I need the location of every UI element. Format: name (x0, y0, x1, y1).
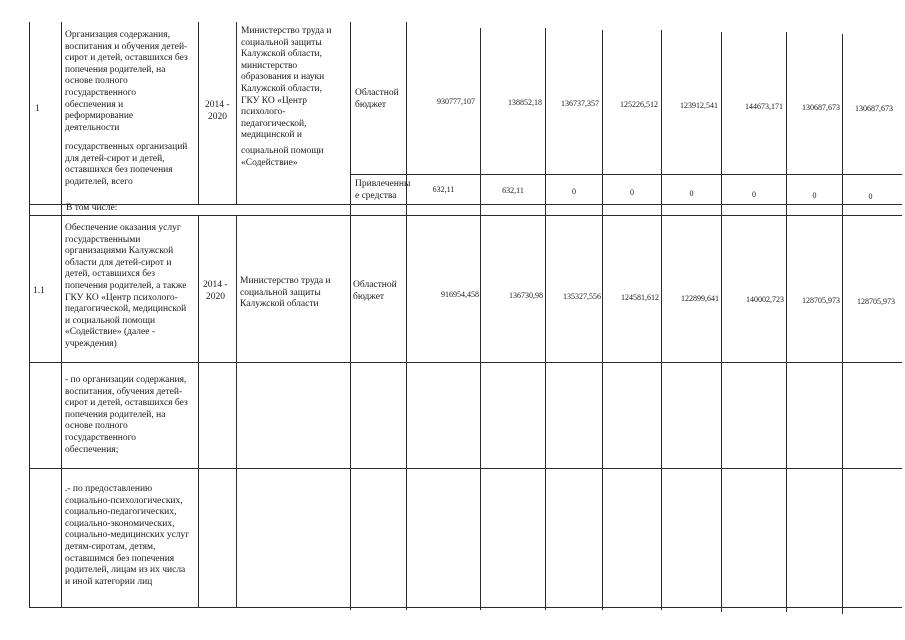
including-label: В том числе: (66, 203, 118, 213)
sub-line: сирот и детей, оставшихся без (65, 398, 188, 409)
grid-line-h (29, 362, 902, 363)
row-number: 1.1 (33, 286, 45, 296)
budget-value: 123912,541 (680, 101, 718, 110)
executor-line: ГКУ КО «Центр (241, 95, 308, 106)
funding-source: Областной (353, 280, 397, 290)
name-line: Обеспечение оказания услуг (65, 223, 181, 233)
grid-line-h (29, 204, 902, 205)
executor-line: образования и науки (241, 72, 325, 83)
funding-source: Привлеченны (355, 179, 411, 189)
budget-value: 136737,357 (561, 99, 599, 108)
grid-line-v (480, 28, 481, 610)
name-line: Организация содержания, (65, 30, 170, 40)
sub-line: социально-экономических, (65, 518, 175, 529)
sub-line: .- по предоставлению (65, 484, 153, 494)
sub-line: социально-психологических, (65, 495, 183, 506)
budget-value: 138852,18 (508, 98, 542, 107)
grid-line-v (661, 30, 662, 610)
sub-line: оставшимся без попечения (65, 553, 175, 564)
budget-value: 130687,673 (855, 104, 893, 113)
grid-line-v (198, 215, 199, 608)
funding-source: бюджет (355, 100, 387, 110)
name-line: обеспечения и (65, 99, 124, 110)
sub-line: и иной категории лиц (65, 576, 153, 587)
executor-line: «Содействие» (241, 157, 298, 168)
budget-value: 128705,973 (802, 296, 840, 305)
attracted-value: 0 (868, 192, 873, 201)
sub-line: попечения родителей, на (65, 409, 166, 420)
name-line: области для детей-сирот и (65, 257, 172, 268)
budget-value: 930777,107 (437, 97, 475, 106)
budget-value: 130687,673 (802, 103, 840, 112)
sub-line: детям-сиротам, детям, (65, 542, 156, 552)
grid-line-v (236, 215, 237, 608)
grid-line-v (545, 28, 546, 610)
name-line: для детей-сирот и детей, (65, 153, 165, 164)
sub-line: основе полного (65, 421, 128, 432)
executor-line: Министерство труда и (241, 26, 332, 36)
executor-line: Калужской области, (241, 84, 322, 94)
attracted-value: 0 (630, 188, 634, 197)
executor-line: Калужской области (240, 299, 319, 310)
row-number: 1 (35, 104, 40, 114)
name-line: учреждения) (65, 339, 117, 349)
name-line: педагогической, медицинской (65, 304, 187, 315)
grid-line-v (842, 34, 843, 614)
budget-value: 124581,612 (621, 293, 659, 302)
budget-value: 135327,556 (563, 292, 601, 301)
grid-line-v (786, 32, 787, 612)
name-line: основе полного (65, 76, 128, 87)
name-line: и социальной помощи (65, 315, 156, 326)
executor-line: Министерство труда и (240, 276, 331, 286)
budget-value: 128705,973 (857, 297, 895, 306)
budget-value: 140002,723 (746, 295, 784, 304)
budget-value: 136730,98 (509, 291, 543, 300)
name-line: реформирование (65, 111, 134, 122)
executor-line: социальной защиты (241, 37, 322, 48)
sub-line: социально-медицинских услуг (65, 530, 190, 541)
budget-value: 122899,641 (681, 294, 719, 303)
name-line: оставшихся без попечения (65, 165, 173, 176)
sub-line: государственного (65, 433, 137, 443)
name-line: сирот и детей, оставшихся без (65, 53, 188, 64)
grid-line-v (198, 22, 199, 204)
sub-line: - по организации содержания, (65, 375, 187, 385)
period-start: 2014 - (205, 100, 230, 110)
name-line: попечения родителей, а также (65, 281, 187, 291)
period-end: 2020 (208, 112, 227, 122)
grid-line-h (350, 174, 902, 175)
period-end: 2020 (206, 292, 225, 302)
period-start: 2014 - (203, 280, 228, 290)
name-line: организациями Калужской (65, 246, 174, 257)
funding-source: бюджет (353, 292, 385, 302)
grid-line-h (29, 607, 902, 608)
grid-line-v (721, 32, 722, 612)
funding-source: е средства (355, 191, 397, 201)
budget-value: 916954,458 (441, 290, 479, 299)
executor-line: социальной помощи (241, 146, 324, 156)
name-line: «Содействие» (далее - (65, 327, 155, 338)
executor-line: социальной защиты (240, 287, 321, 298)
executor-line: медицинской и (241, 130, 302, 141)
attracted-value: 0 (689, 189, 694, 198)
attracted-value: 0 (812, 191, 817, 200)
budget-value: 125226,512 (620, 100, 658, 109)
name-line: родителей, всего (65, 176, 133, 187)
name-line: государственными (65, 234, 141, 245)
grid-line-v (602, 30, 603, 610)
name-line: государственных организаций (65, 142, 188, 152)
executor-line: психолого- (241, 107, 286, 118)
attracted-value: 632,11 (432, 185, 455, 194)
name-line: деятельности (65, 122, 120, 133)
grid-line-v (406, 22, 407, 610)
executor-line: министерство (241, 60, 298, 71)
name-line: ГКУ КО «Центр психолого- (65, 292, 178, 303)
grid-line-v (61, 22, 62, 608)
grid-line-v (236, 22, 237, 204)
attracted-value: 0 (572, 187, 576, 196)
name-line: воспитания и обучения детей- (65, 41, 188, 52)
grid-line-v (29, 22, 30, 608)
grid-line-v (350, 22, 351, 610)
name-line: государственного (65, 88, 137, 98)
attracted-value: 632,11 (502, 186, 524, 195)
sub-line: обеспечения; (65, 444, 119, 455)
sub-line: родителей, лицам из их числа (65, 565, 186, 576)
attracted-value: 0 (752, 190, 756, 199)
executor-line: Калужской области, (241, 49, 322, 60)
name-line: детей, оставшихся без (65, 269, 156, 280)
sub-line: воспитания, обучения детей- (65, 386, 183, 397)
grid-line-h (29, 215, 902, 216)
name-line: попечения родителей, на (65, 64, 166, 75)
budget-value: 144673,171 (745, 102, 783, 111)
executor-line: педагогической, (241, 118, 307, 129)
grid-line-h (29, 468, 902, 469)
funding-source: Областной (355, 88, 399, 98)
sub-line: социально-педагогических, (65, 507, 177, 518)
